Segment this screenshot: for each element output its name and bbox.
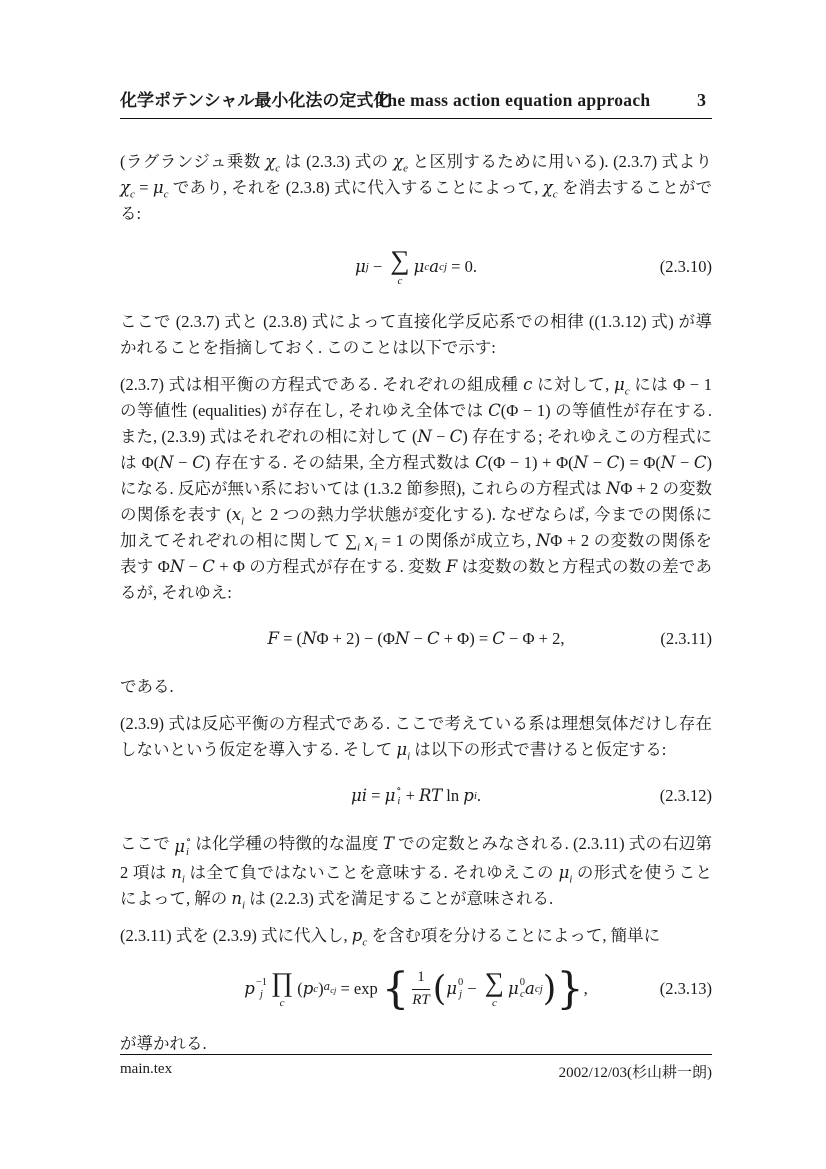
math-i: χ bbox=[120, 178, 130, 197]
text-run: ∑ bbox=[345, 531, 357, 550]
math-sub: c bbox=[130, 188, 135, 201]
math-i: N bbox=[573, 453, 589, 472]
page-number: 3 bbox=[697, 90, 706, 110]
equation bbox=[120, 783, 712, 809]
math-sub: e bbox=[403, 162, 409, 175]
math-i: μ bbox=[558, 863, 570, 882]
math-i: x bbox=[231, 505, 242, 524]
math-sub: i bbox=[569, 873, 573, 886]
paragraph bbox=[120, 711, 712, 763]
text-run: ( bbox=[297, 979, 303, 998]
math-i: F bbox=[267, 629, 279, 648]
text-run: と区別するために用いる). (2.3.7) 式より bbox=[408, 152, 713, 171]
text-run: , bbox=[583, 979, 588, 998]
text-run: − bbox=[368, 257, 387, 276]
equation-body: μ j − ∑ c μ c a cj = 0. bbox=[355, 245, 477, 287]
math-i: p bbox=[351, 926, 363, 945]
math-i: μ bbox=[396, 740, 408, 759]
text-run: (2.3.7) 式は相平衡の方程式である. それぞれの組成種 bbox=[120, 375, 524, 394]
math-i: C bbox=[202, 557, 215, 576]
paragraph bbox=[120, 372, 712, 606]
math-op: ∑ c bbox=[484, 967, 505, 1009]
text-run: は (2.2.3) 式を満足することが意味される. bbox=[245, 889, 554, 908]
text-run: = ( bbox=[279, 629, 303, 648]
math-i: n bbox=[171, 863, 182, 882]
paragraph bbox=[120, 309, 712, 361]
footer-date-author: 2002/12/03(杉山耕一朗) bbox=[558, 1065, 712, 1081]
math-i: χ bbox=[393, 152, 404, 171]
math-i: C bbox=[426, 629, 440, 648]
paragraph bbox=[120, 923, 712, 949]
footer-filename: main.tex bbox=[120, 1061, 173, 1077]
math-i: χ bbox=[265, 152, 276, 171]
math-i: x bbox=[364, 531, 374, 550]
text-run: を含む項を分けることによって, 簡単に bbox=[367, 926, 661, 945]
math-sub: i bbox=[181, 873, 185, 886]
math-i: C bbox=[492, 629, 505, 648]
text-run: + bbox=[401, 786, 420, 805]
math-ss: p −1 j bbox=[244, 976, 267, 1000]
text-run: ) 存在する. その結果, 全方程式数は bbox=[204, 453, 476, 472]
text-run: が導かれる. bbox=[120, 1034, 207, 1053]
math-sub: c bbox=[362, 936, 368, 949]
text-run: + Φ) = bbox=[439, 629, 493, 648]
math-i: C bbox=[449, 427, 463, 446]
text-run: である. bbox=[120, 677, 174, 696]
math-i: N bbox=[417, 427, 432, 446]
page-body bbox=[120, 149, 712, 1057]
paragraph bbox=[120, 149, 712, 227]
math-i: χ bbox=[542, 178, 553, 197]
math-i: N bbox=[605, 479, 621, 498]
text-run: は全て負ではないことを意味する. それゆえこの bbox=[184, 863, 559, 882]
text-run: − bbox=[431, 427, 450, 446]
math-i: C bbox=[488, 401, 501, 420]
text-run: での定数とみなされる. (2.3.11) 式の右辺第 2 項は bbox=[120, 834, 713, 882]
math-sub: i bbox=[242, 899, 246, 912]
math-i: C bbox=[606, 453, 620, 472]
math-sub: c bbox=[552, 188, 558, 201]
equation bbox=[120, 626, 712, 652]
math-i: a bbox=[525, 979, 535, 998]
text-run: . bbox=[476, 786, 481, 805]
math-i: μi bbox=[350, 786, 367, 805]
math-i: μ bbox=[355, 257, 366, 276]
math-ss: μ ∘ i bbox=[384, 783, 402, 807]
text-run: の形式を使うことによって, 解の bbox=[120, 863, 713, 908]
math-i: μ bbox=[613, 375, 625, 394]
math-sub: i bbox=[407, 750, 411, 763]
math-i: N bbox=[302, 629, 317, 648]
text-run: ) になる. 反応が無い系においては (1.3.2 節参照), これらの方程式は bbox=[120, 453, 713, 498]
math-i: μ bbox=[413, 257, 425, 276]
paragraph bbox=[120, 831, 712, 912]
equation bbox=[120, 964, 712, 1014]
math-supx: $a_{cj}$ bbox=[323, 980, 337, 996]
text-run: − bbox=[409, 629, 427, 648]
math-i: RT bbox=[419, 786, 443, 805]
math-i: C bbox=[192, 453, 205, 472]
text-run: には Φ − 1 の等値性 (equalities) が存在し, それゆえ全体では bbox=[120, 375, 712, 420]
text-run: は (2.3.3) 式の bbox=[280, 152, 394, 171]
math-i: p bbox=[302, 979, 314, 998]
text-column bbox=[120, 86, 712, 1068]
math-i: N bbox=[660, 453, 676, 472]
text-run: = 1 の関係が成立ち, bbox=[377, 531, 536, 550]
equation-body: μi = μ ∘ i + RT ln p i . bbox=[350, 783, 481, 807]
equation-number: (2.3.11) bbox=[660, 629, 712, 648]
equation-body bbox=[268, 626, 565, 652]
text-run: (Φ − 1) + Φ( bbox=[487, 453, 574, 472]
math-i: n bbox=[231, 889, 243, 908]
math-i: T bbox=[382, 834, 394, 853]
text-run: + Φ の方程式が存在する. 変数 bbox=[214, 557, 446, 576]
equation-number: (2.3.13) bbox=[659, 979, 712, 998]
text-run: − bbox=[184, 557, 203, 576]
paragraph bbox=[120, 674, 712, 700]
text-run: = bbox=[367, 786, 385, 805]
text-run: は以下の形式で書けると仮定する: bbox=[410, 740, 667, 759]
math-i: N bbox=[535, 531, 551, 550]
math-i: F bbox=[445, 557, 458, 576]
text-run: は化学種の特徴的な温度 bbox=[191, 834, 383, 853]
text-run: = 0. bbox=[447, 257, 477, 276]
math-ss: μ 0 j bbox=[446, 976, 464, 1000]
text-run: (Φ − 1) の等値性が存在する. また, (2.3.9) 式はそれぞれの相に対して ( bbox=[120, 401, 712, 446]
text-run: (ラグランジュ乗数 bbox=[120, 152, 266, 171]
text-run: に対して, bbox=[532, 375, 614, 394]
text-run: Φ + 2 の変数の関係を表す ( bbox=[120, 479, 712, 524]
math-i: a bbox=[429, 257, 440, 276]
math-i: N bbox=[159, 453, 174, 472]
text-run: ここで (2.3.7) 式と (2.3.8) 式によって直接化学反応系での相律 ((1.3.12) 式) が導かれることを指摘しておく. このことは以下で示す: bbox=[120, 312, 712, 357]
header-title-english: The mass action equation approach bbox=[375, 90, 651, 110]
text-run: = bbox=[134, 178, 153, 197]
math-sub: i bbox=[373, 541, 378, 554]
math-sub: c bbox=[275, 162, 281, 175]
text-run: を消去することがでる: bbox=[120, 178, 713, 223]
text-run: − bbox=[675, 453, 694, 472]
text-run: ) bbox=[318, 979, 324, 998]
text-run: = exp bbox=[336, 979, 382, 998]
math-i: c bbox=[523, 375, 533, 394]
equation-body: p −1 j ∏ c ( p c ) $a_{cj}$ = exp { $\frac{1}{RT}$ ( μ 0 j − ∑ c μ 0 c a cj ) } , bbox=[244, 964, 588, 1014]
math-i: p bbox=[463, 786, 474, 805]
text-run: − Φ + 2, bbox=[504, 629, 565, 648]
text-run: ここで bbox=[120, 834, 175, 853]
text-run: と 2 つの熱力学状態が変化する). なぜならば, 今までの関係に加えてそれぞれの相に関して bbox=[120, 505, 713, 550]
math-sub: i bbox=[356, 541, 361, 554]
text-run: ) 存在する; それゆえこの方程式には Φ( bbox=[120, 427, 712, 472]
math-i: C bbox=[693, 453, 707, 472]
math-frac: $\frac{1}{RT}$ bbox=[412, 969, 430, 1008]
math-i: C bbox=[475, 453, 488, 472]
text-run: − bbox=[588, 453, 607, 472]
math-i: μ bbox=[152, 178, 164, 197]
equation-number: (2.3.12) bbox=[659, 786, 712, 805]
math-op: ∏ c bbox=[270, 967, 294, 1009]
header-title-japanese: 化学ポテンシャル最小化法の定式化 bbox=[120, 91, 391, 110]
text-run: − bbox=[173, 453, 193, 472]
equation-number: (2.3.10) bbox=[659, 257, 712, 276]
text-run: ) = Φ( bbox=[619, 453, 661, 472]
math-sub: c bbox=[624, 385, 630, 398]
math-sub: i bbox=[241, 515, 245, 528]
text-run: であり, それを (2.3.8) 式に代入することによって, bbox=[168, 178, 543, 197]
equation bbox=[120, 247, 712, 287]
math-sub: c bbox=[163, 188, 169, 201]
page-header bbox=[120, 86, 712, 119]
text-run: Φ + 2 の変数の関係を表す Φ bbox=[120, 531, 713, 576]
text-run: (2.3.9) 式は反応平衡の方程式である. ここで考えている系は理想気体だけし存在しないという仮定を導入する. そして bbox=[120, 714, 712, 759]
text-run: Φ + 2) − (Φ bbox=[316, 629, 395, 648]
math-ss: μ ∘ i bbox=[174, 834, 192, 858]
text-run: (2.3.11) 式を (2.3.9) 式に代入し, bbox=[120, 926, 352, 945]
page-footer bbox=[120, 1054, 712, 1082]
math-i: N bbox=[394, 629, 410, 648]
math-i: N bbox=[169, 557, 185, 576]
text-run: ln bbox=[442, 786, 464, 805]
math-ss: μ 0 c bbox=[508, 976, 525, 1000]
math-op: ∑ c bbox=[390, 245, 410, 287]
text-run: は変数の数と方程式の数の差であるが, それゆえ: bbox=[120, 557, 713, 602]
text-run: − bbox=[463, 979, 481, 998]
